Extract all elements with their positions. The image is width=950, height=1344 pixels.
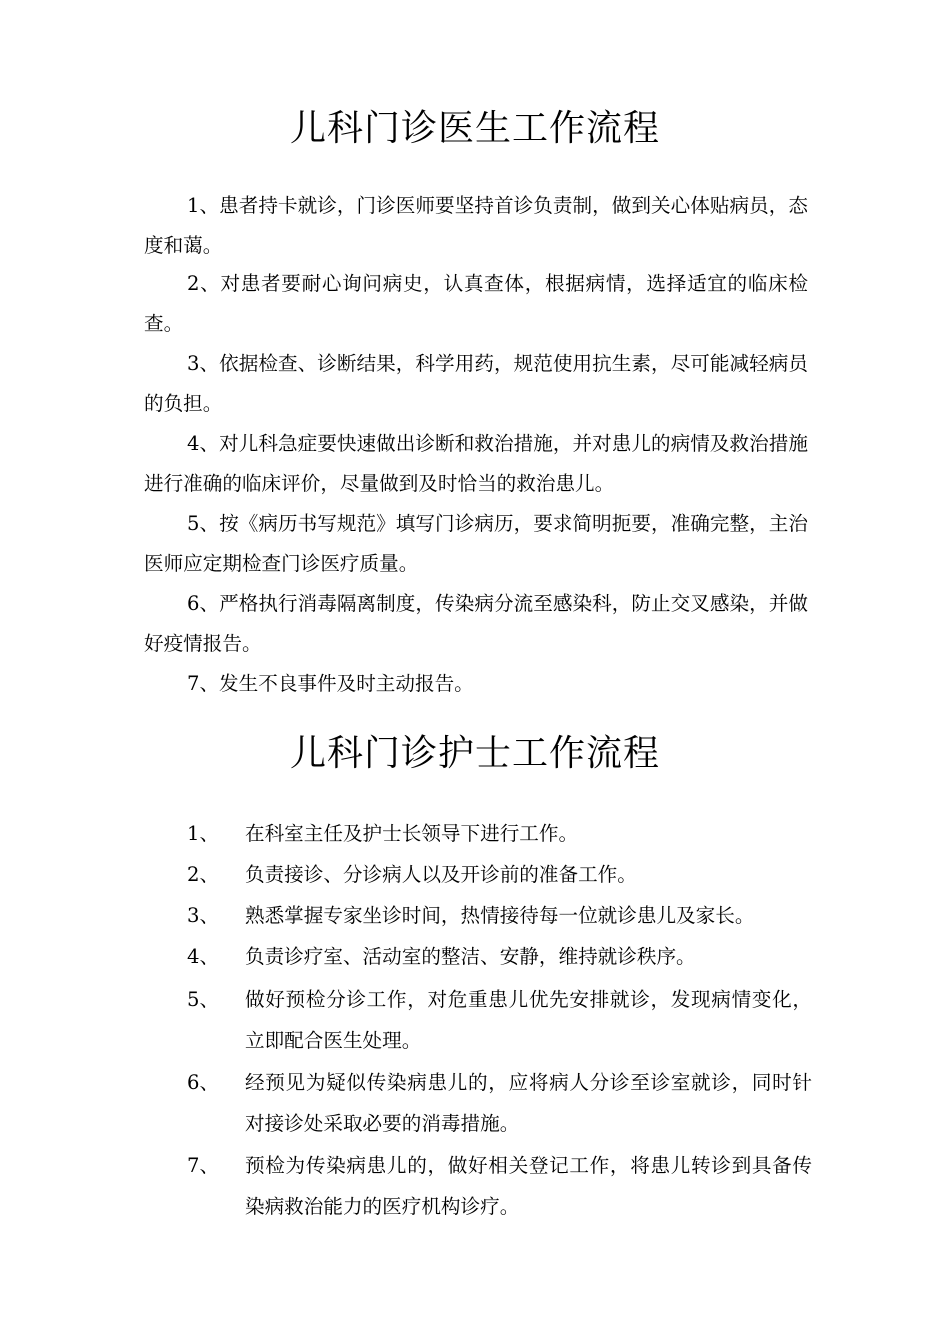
nurse-item-7	[187, 1145, 812, 1227]
nurse-item-6	[187, 1062, 812, 1144]
nurse-item-text: 在科室主任及护士长领导下进行工作。	[245, 822, 579, 845]
doctor-item-1: 1、患者持卡就诊，门诊医师要坚持首诊负责制，做到关心体贴病员，态度和蔼。	[144, 194, 808, 257]
doctor-item-3: 3、依据检查、诊断结果，科学用药，规范使用抗生素，尽可能减轻病员的负担。	[144, 352, 808, 415]
doctor-item-6: 6、严格执行消毒隔离制度，传染病分流至感染科，防止交叉感染，并做好疫情报告。	[144, 592, 808, 655]
doctor-workflow-title: 儿科门诊医生工作流程	[289, 108, 660, 149]
nurse-item-4	[187, 936, 812, 977]
nurse-item-number: 4、	[187, 945, 220, 968]
nurse-item-text: 经预见为疑似传染病患儿的，应将病人分诊至诊室就诊，同时针对接诊处采取必要的消毒措施。	[245, 1071, 812, 1135]
nurse-item-text: 负责接诊、分诊病人以及开诊前的准备工作。	[245, 863, 637, 886]
nurse-item-text: 熟悉掌握专家坐诊时间，热情接待每一位就诊患儿及家长。	[245, 904, 755, 927]
nurse-item-3	[187, 895, 812, 936]
nurse-item-number: 7、	[187, 1154, 220, 1177]
nurse-workflow-title: 儿科门诊护士工作流程	[289, 733, 660, 774]
nurse-item-5	[187, 979, 812, 1061]
nurse-item-text: 预检为传染病患儿的，做好相关登记工作，将患儿转诊到具备传染病救治能力的医疗机构诊疗。	[245, 1154, 812, 1218]
doctor-item-4: 4、对儿科急症要快速做出诊断和救治措施，并对患儿的病情及救治措施进行准确的临床评价，尽量做到及时恰当的救治患儿。	[144, 432, 808, 495]
nurse-item-number: 2、	[187, 863, 220, 886]
nurse-item-text: 做好预检分诊工作，对危重患儿优先安排就诊，发现病情变化，立即配合医生处理。	[245, 988, 812, 1052]
doctor-item-2: 2、对患者要耐心询问病史，认真查体，根据病情，选择适宜的临床检查。	[144, 272, 808, 335]
nurse-item-number: 6、	[187, 1071, 220, 1094]
nurse-item-2	[187, 854, 812, 895]
nurse-item-number: 3、	[187, 904, 220, 927]
nurse-item-number: 1、	[187, 822, 220, 845]
doctor-item-5: 5、按《病历书写规范》填写门诊病历，要求简明扼要，准确完整，主治医师应定期检查门诊医疗质量。	[144, 512, 808, 575]
doctor-item-7: 7、发生不良事件及时主动报告。	[187, 672, 474, 695]
nurse-item-1	[187, 813, 812, 854]
nurse-item-number: 5、	[187, 988, 220, 1011]
nurse-item-text: 负责诊疗室、活动室的整洁、安静，维持就诊秩序。	[245, 945, 696, 968]
